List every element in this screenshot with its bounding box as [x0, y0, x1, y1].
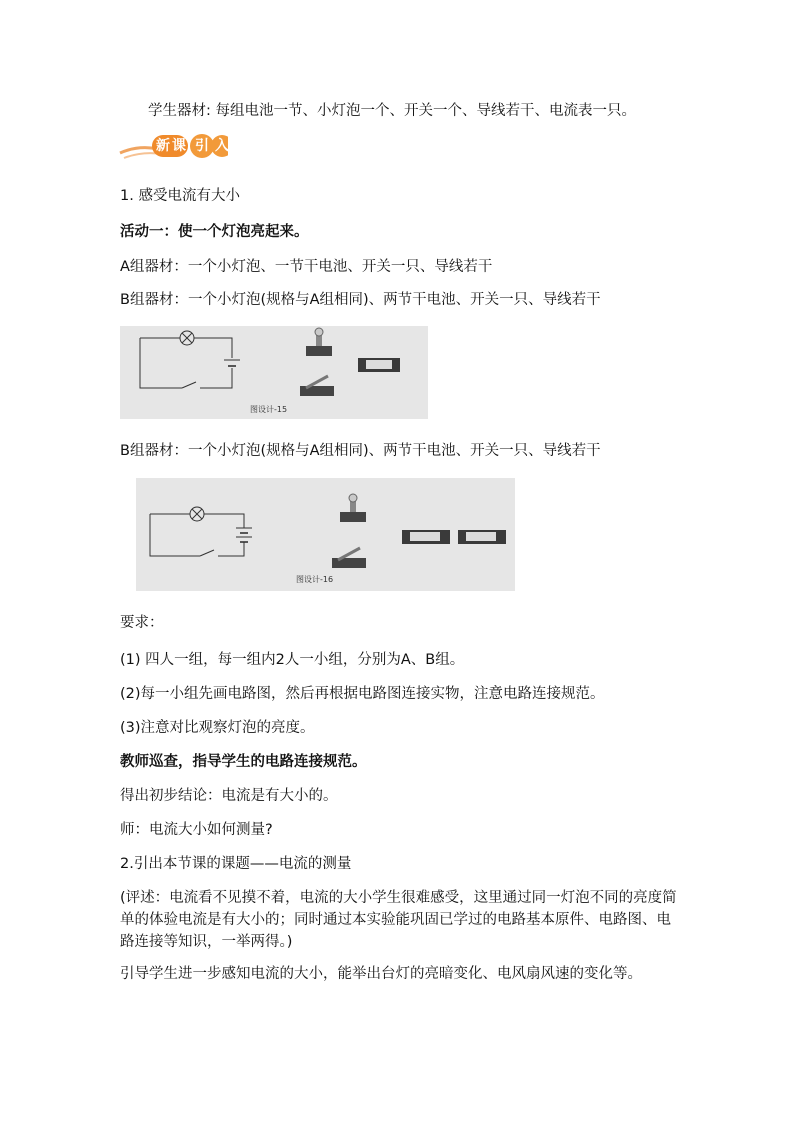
guide-paragraph: 引导学生进一步感知电流的大小，能举出台灯的亮暗变化、电风扇风速的变化等。: [120, 966, 642, 982]
requirements-title: 要求：: [120, 615, 164, 631]
badge-char-2: 课: [172, 138, 186, 154]
teacher-question: 师：电流大小如何测量?: [120, 822, 273, 838]
teacher-note: 教师巡查，指导学生的电路连接规范。: [120, 754, 367, 770]
heading-2: 2.引出本节课的课题——电流的测量: [120, 856, 352, 872]
badge-char-3: 引: [195, 138, 209, 154]
figure-caption-16: 图设计-16: [296, 575, 334, 584]
group-b-equipment-2: B组器材：一个小灯泡(规格与A组相同)、两节干电池、开关一只、导线若干: [120, 443, 601, 459]
circuit-diagram-15: [120, 326, 428, 419]
group-a-equipment: A组器材：一个小灯泡、一节干电池、开关一只、导线若干: [120, 259, 493, 275]
figure-caption-15: 图设计-15: [250, 405, 288, 414]
preliminary-conclusion: 得出初步结论：电流是有大小的。: [120, 788, 338, 804]
badge-char-1: 新: [156, 138, 170, 154]
figure-circuit-15: [120, 326, 428, 419]
requirement-2: (2)每一小组先画电路图，然后再根据电路图连接实物，注意电路连接规范。: [120, 686, 605, 702]
badge-char-4: 入: [215, 138, 229, 154]
section-badge-new-lesson: [118, 131, 228, 161]
equipment-paragraph: 学生器材: 每组电池一节、小灯泡一个、开关一个、导线若干、电流表一只。: [148, 103, 636, 119]
circuit-diagram-16: [136, 478, 515, 591]
requirement-3: (3)注意对比观察灯泡的亮度。: [120, 720, 315, 736]
requirement-1: (1) 四人一组，每一组内2人一小组，分别为A、B组。: [120, 652, 465, 668]
activity-1-title: 活动一：使一个灯泡亮起来。: [120, 224, 309, 240]
heading-1: 1. 感受电流有大小: [120, 188, 240, 204]
group-b-equipment-1: B组器材：一个小灯泡(规格与A组相同)、两节干电池、开关一只、导线若干: [120, 292, 601, 308]
figure-circuit-16: [136, 478, 515, 591]
comment-paragraph: (评述：电流看不见摸不着，电流的大小学生很难感受，这里通过同一灯泡不同的亮度简单的体验电流是有大小的；同时通过本实验能巩固已学过的电路基本原件、电路图、电路连接等知识，一举两得。): [120, 890, 677, 950]
